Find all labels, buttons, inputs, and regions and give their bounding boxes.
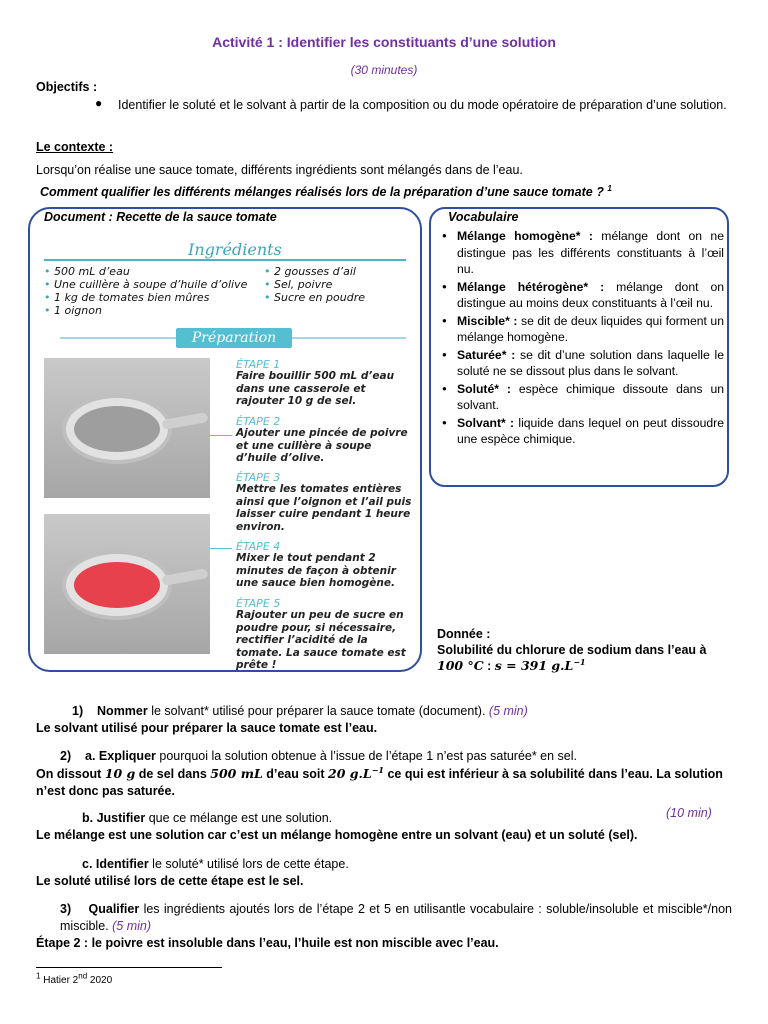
answer-text: d’eau soit <box>262 767 329 781</box>
context-text: Lorsqu’on réalise une sauce tomate, différents ingrédients sont mélangés dans de l’eau. <box>36 163 523 177</box>
vocabulary-list <box>442 228 724 449</box>
footnote-text: Hatier 2 <box>40 975 79 986</box>
question-number: 3) <box>60 902 72 916</box>
question-text: le soluté* utilisé lors de cette étape. <box>148 857 349 871</box>
step-2-title: ÉTAPE 2 <box>236 415 281 428</box>
vocabulary-term: Solvant* : <box>457 415 515 430</box>
ingredient-item: • Une cuillère à soupe d’huile d’olive <box>44 278 247 291</box>
footnote <box>36 971 113 986</box>
step-3-title: ÉTAPE 3 <box>236 471 281 484</box>
objective-item: Identifier le soluté et le solvant à partir de la composition ou du mode opératoire de préparation d’une solution. <box>118 98 727 112</box>
ingredient-item: • 1 kg de tomates bien mûres <box>44 291 247 304</box>
step-connector <box>210 435 232 436</box>
question-text: les ingrédients ajoutés lors de l’étape 2 et 5 en utilisantle vocabulaire : soluble/insoluble et miscible*/non miscible. <box>60 902 732 933</box>
pan-handle <box>161 568 208 586</box>
pan-illustration <box>62 550 172 620</box>
vocabulary-definition: espèce chimique dissoute dans un solvant. <box>457 381 724 412</box>
answer-2a <box>36 765 732 800</box>
question-time: (5 min) <box>488 704 528 718</box>
footnote-year: 2020 <box>87 975 113 986</box>
question-verb: Qualifier <box>88 902 140 916</box>
answer-2b: Le mélange est une solution car c’est un mélange homogène entre un solvant (eau) et un soluté (sel). <box>36 828 638 842</box>
answer-math: 10 g <box>104 766 136 781</box>
ingredients-title: Ingrédients <box>188 240 282 259</box>
question-text: que ce mélange est une solution. <box>145 811 333 825</box>
footnote-divider <box>36 967 222 968</box>
question-text: pourquoi la solution obtenue à l’issue de l’étape 1 n’est pas saturée* en sel. <box>155 749 578 763</box>
vocabulary-definition: se dit de deux liquides qui forment un mélange homogène. <box>457 313 724 344</box>
data-exponent: −1 <box>573 656 586 667</box>
ingredient-item: • 2 gousses d’ail <box>264 265 365 278</box>
ingredient-item: • Sucre en poudre <box>264 291 365 304</box>
bullet-icon: ● <box>95 96 103 110</box>
ingredients-divider <box>44 259 406 261</box>
vocabulary-definition: se dit d’une solution dans laquelle le soluté ne se dissout plus dans le solvant. <box>457 347 724 378</box>
answer-exponent: −1 <box>371 764 384 775</box>
footnote-sup: nd <box>78 971 88 981</box>
data-temperature: 100 °C <box>437 658 484 673</box>
data-separator: : <box>483 659 495 673</box>
pan-water-photo <box>44 358 210 498</box>
question-3 <box>36 901 732 935</box>
vocabulary-term: Saturée* : <box>457 347 516 362</box>
step-2-text: Ajouter une pincée de poivre et une cuillère à soupe d’huile d’olive. <box>236 427 408 464</box>
preparation-banner: Préparation <box>176 328 292 348</box>
footnote-ref: 1 <box>607 183 612 193</box>
pan-illustration <box>62 394 172 464</box>
answer-math: 20 g.L <box>328 766 372 781</box>
vocabulary-term: Mélange homogène* : <box>457 229 593 243</box>
answer-text: de sel dans <box>135 767 211 781</box>
main-question-text: Comment qualifier les différents mélanges réalisés lors de la préparation d’une sauce tomate ? <box>40 185 604 199</box>
question-verb: c. Identifier <box>82 857 149 871</box>
question-1 <box>36 703 732 720</box>
question-2-time: (10 min) <box>666 806 712 820</box>
vocabulary-item <box>442 415 724 448</box>
question-number: 1) <box>72 704 84 718</box>
question-2a <box>36 748 732 765</box>
vocabulary-term: Miscible* : <box>457 313 518 328</box>
step-connector <box>210 548 232 549</box>
page-title: Activité 1 : Identifier les constituants d’une solution <box>212 34 556 50</box>
vocabulary-definition: liquide dans lequel on peut dissoudre une espèce chimique. <box>457 415 724 446</box>
step-4-title: ÉTAPE 4 <box>236 540 281 553</box>
vocabulary-definition: mélange dont on ne distingue pas les différents constituants à l’œil nu. <box>457 229 724 276</box>
vocabulary-item <box>442 347 724 380</box>
step-4-text: Mixer le tout pendant 2 minutes de façon à obtenir une sauce bien homogène. <box>236 552 396 589</box>
pan-sauce-photo <box>44 514 210 654</box>
step-5-title: ÉTAPE 5 <box>236 597 281 610</box>
data-formula: s = 391 g.L <box>494 658 574 673</box>
ingredient-item: • 500 mL d’eau <box>44 265 247 278</box>
answer-math: 500 mL <box>210 766 263 781</box>
answer-1: Le solvant utilisé pour préparer la sauce tomate est l’eau. <box>36 721 378 735</box>
vocabulary-item <box>442 313 724 346</box>
ingredients-left-list <box>44 265 247 317</box>
question-verb: Nommer <box>97 704 148 718</box>
main-question <box>40 185 612 199</box>
vocabulary-item <box>442 381 724 414</box>
vocabulary-item <box>442 228 724 278</box>
answer-2c: Le soluté utilisé lors de cette étape est le sel. <box>36 874 304 888</box>
vocabulary-term: Soluté* : <box>457 381 511 396</box>
question-text: le solvant* utilisé pour préparer la sauce tomate (document). <box>147 704 486 718</box>
data-text: Solubilité du chlorure de sodium dans l’eau à <box>437 643 707 657</box>
vocabulary-item <box>442 279 724 312</box>
vocabulary-definition: mélange dont on distingue au moins deux constituants à l’œil nu. <box>457 279 724 310</box>
step-1-text: Faire bouillir 500 mL d’eau dans une casserole et rajouter 10 g de sel. <box>236 370 395 407</box>
vocabulary-term: Mélange hétérogène* : <box>457 279 605 294</box>
question-verb: a. Expliquer <box>85 749 156 763</box>
answer-text: On dissout <box>36 767 105 781</box>
objectives-heading: Objectifs : <box>36 80 98 94</box>
answer-3: Étape 2 : le poivre est insoluble dans l’eau, l’huile est non miscible avec l’eau. <box>36 936 499 950</box>
data-heading: Donnée : <box>437 627 491 641</box>
step-1-title: ÉTAPE 1 <box>236 358 281 371</box>
answer-text: ce qui est inférieur à sa solubilité dans l’eau. La solution n’est donc pas saturée. <box>36 767 723 798</box>
document-title: Document : Recette de la sauce tomate <box>44 210 277 224</box>
data-block <box>437 626 727 674</box>
question-time: (5 min) <box>112 919 152 933</box>
context-heading: Le contexte : <box>36 140 114 154</box>
ingredient-item: • Sel, poivre <box>264 278 365 291</box>
question-number: 2) <box>60 749 72 763</box>
question-2b <box>36 810 732 827</box>
vocabulary-title: Vocabulaire <box>448 210 519 224</box>
question-2c <box>36 856 732 873</box>
pan-handle <box>161 412 208 430</box>
footnote-number: 1 <box>36 971 41 981</box>
step-5-text: Rajouter un peu de sucre en poudre pour, si nécessaire, rectifier l’acidité de la tomate. La sauce tomate est prête ! <box>236 609 406 671</box>
ingredients-right-list <box>264 265 365 304</box>
ingredient-item: • 1 oignon <box>44 304 247 317</box>
question-verb: b. Justifier <box>82 811 146 825</box>
duration-label: (30 minutes) <box>350 63 418 77</box>
data-formula-line <box>437 658 727 674</box>
step-3-text: Mettre les tomates entières ainsi que l’oignon et l’ail puis laisser cuire pendant 1 heure environ. <box>236 483 412 533</box>
